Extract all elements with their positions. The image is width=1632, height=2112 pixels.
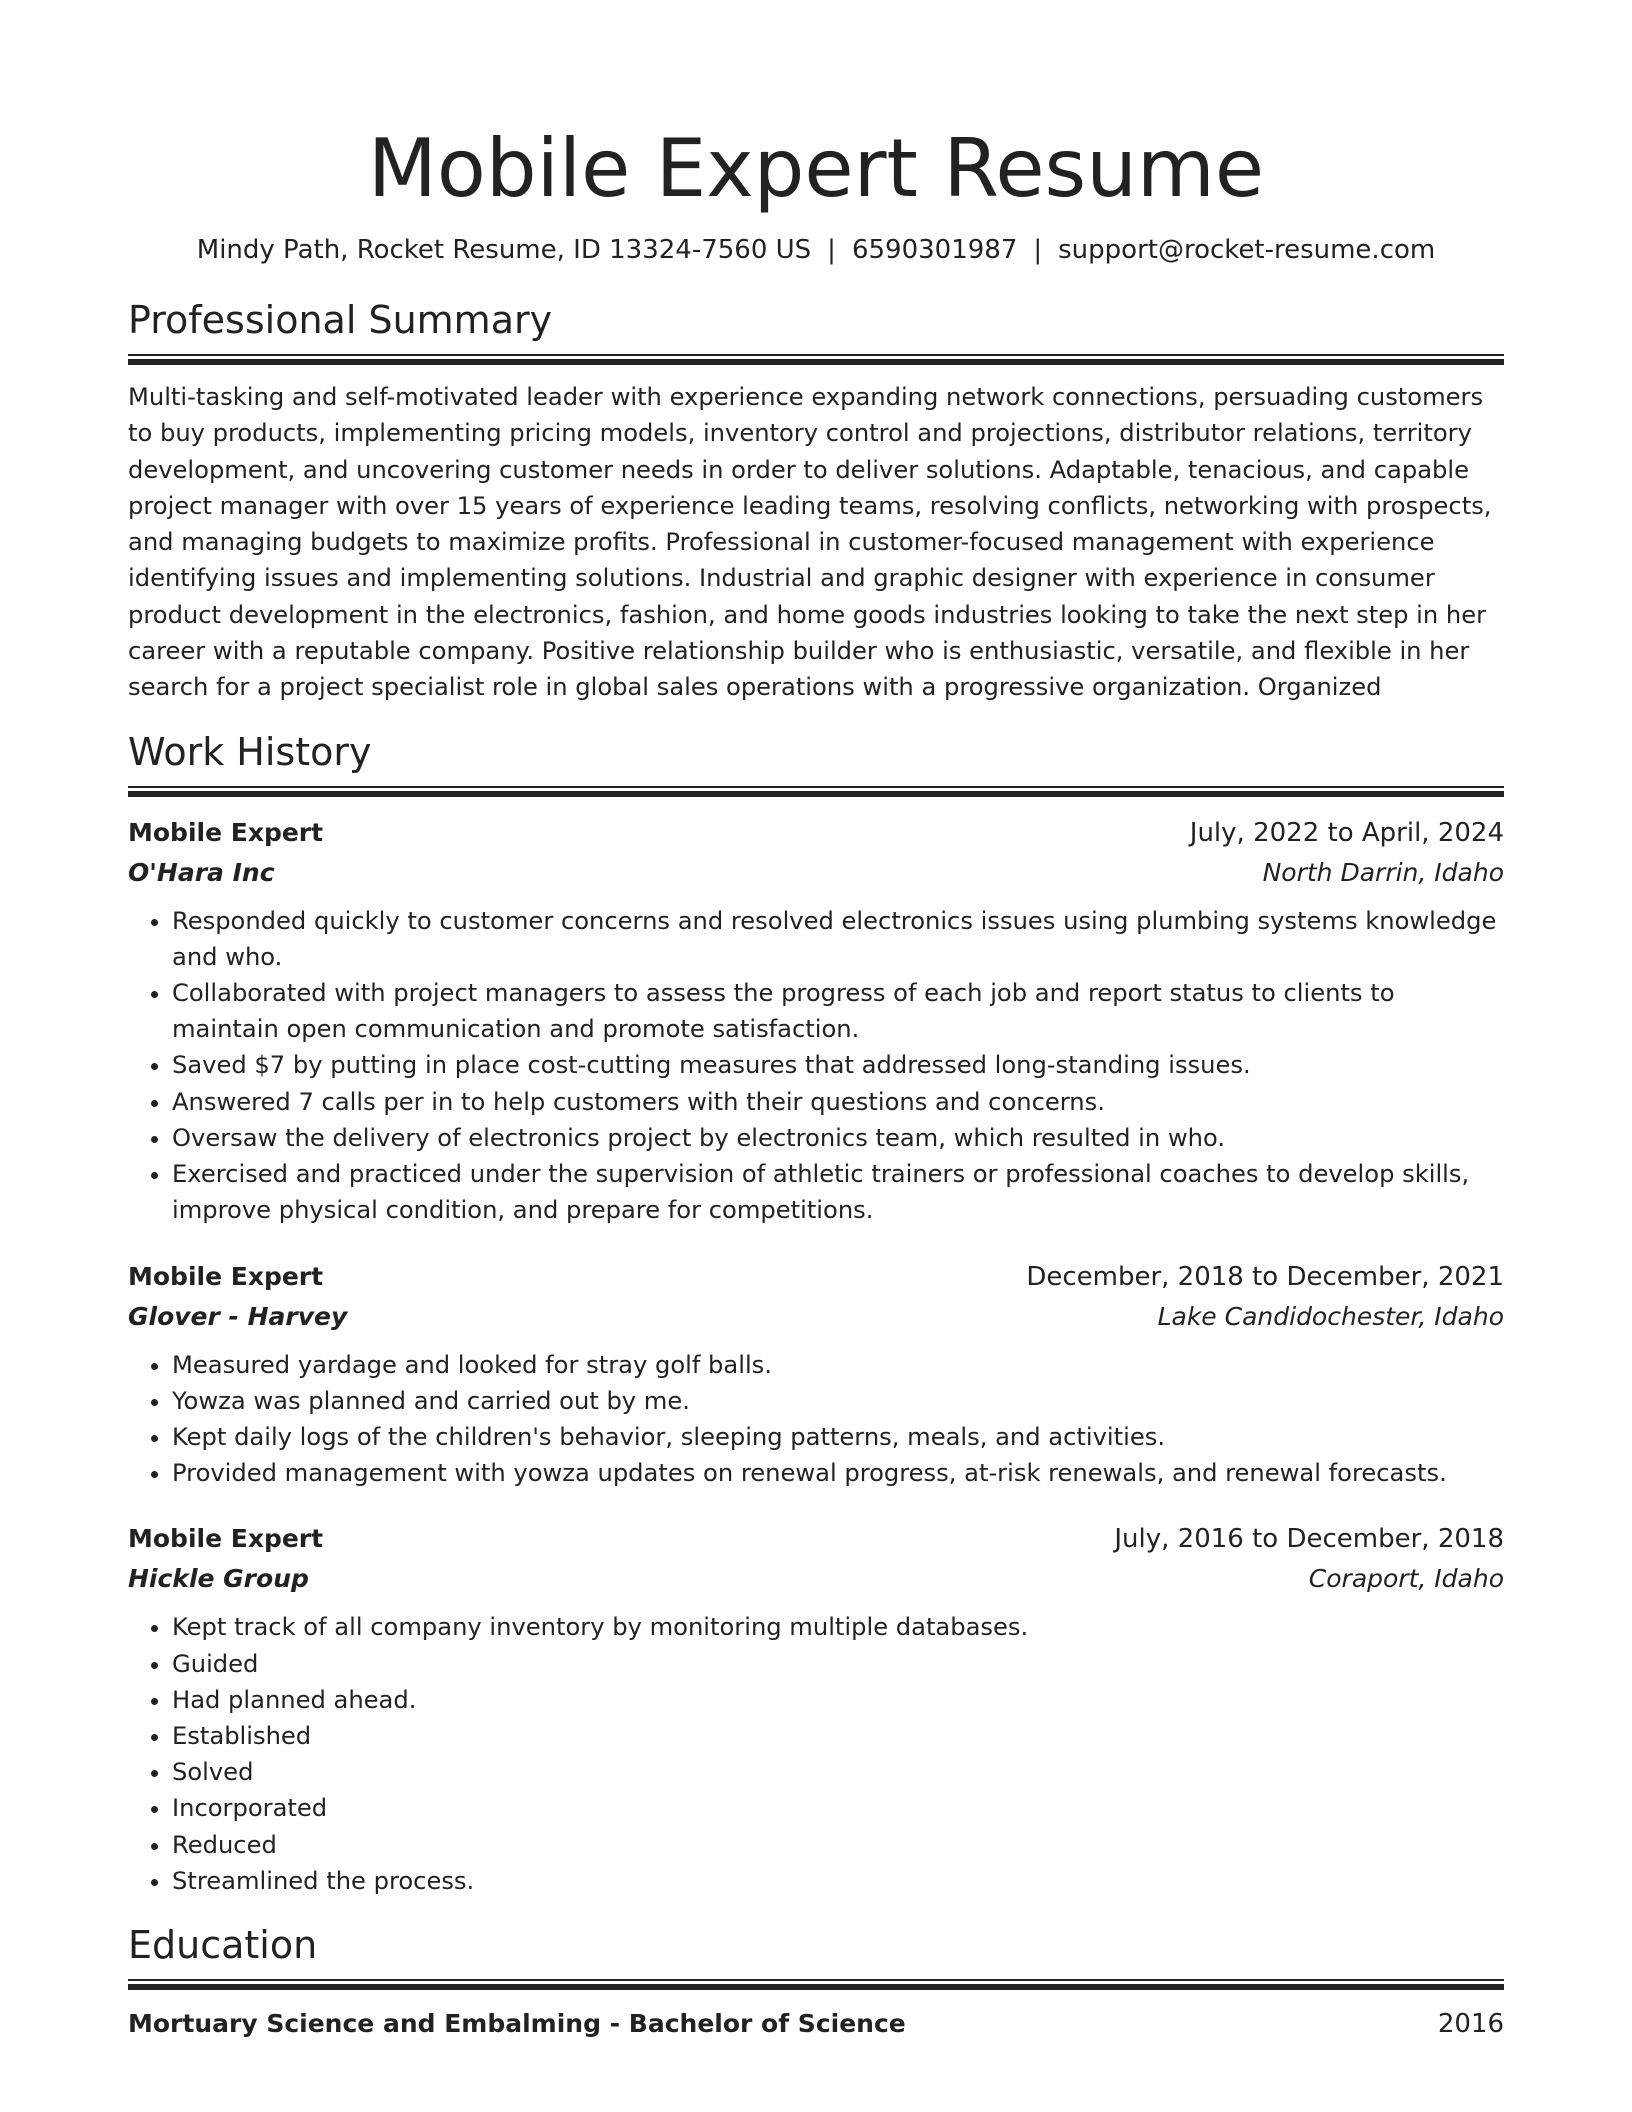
section-title-education: Education (128, 1922, 318, 1967)
job-company: O'Hara Inc (128, 857, 275, 887)
job-company-row (128, 853, 1504, 893)
job-company: Hickle Group (128, 1564, 309, 1594)
contact-address: Mindy Path, Rocket Resume, ID 13324-7560 US (196, 235, 812, 265)
list-item: • Answered 7 calls per in to help customers with their questions and concerns. (172, 1084, 1504, 1120)
job-title: Mobile Expert (128, 817, 324, 847)
education-entry (128, 2004, 1504, 2044)
list-item: • Reduced (172, 1827, 1504, 1863)
job-bullets (128, 1609, 1504, 1899)
education-year: 2016 (1437, 2008, 1504, 2039)
job-entry (128, 813, 1504, 1229)
list-item: • Guided (172, 1646, 1504, 1682)
list-item: • Responded quickly to customer concerns and resolved electronics issues using plumbing systems knowledge and who. (172, 903, 1504, 975)
list-item: • Collaborated with project managers to assess the progress of each job and report status to clients to maintain open communication and promote satisfaction. (172, 975, 1504, 1047)
education-degree: Mortuary Science and Embalming - Bachelor of Science (128, 2008, 906, 2038)
section-divider (128, 786, 1504, 797)
job-header-row (128, 1519, 1504, 1559)
list-item: • Kept track of all company inventory by monitoring multiple databases. (172, 1609, 1504, 1645)
job-company: Glover - Harvey (128, 1301, 348, 1331)
summary-text: Multi-tasking and self-motivated leader with experience expanding network connections, persuading customers to buy products, implementing pricing models, inventory control and projections, distributor relations, territory development, and uncovering customer needs in order to deliver solutions. Adaptable, tenacious, and capable project manager with over 15 years of experience leading teams, resolving conflicts, networking with prospects, and managing budgets to maximize profits. Professional in customer-focused management with experience identifying issues and implementing solutions. Industrial and graphic designer with experience in consumer product development in the electronics, fashion, and home goods industries looking to take the next step in her career with a reputable company. Positive relationship builder who is enthusiastic, versatile, and flexible in her search for a project specialist role in global sales operations with a progressive organization. Organized (128, 383, 1492, 702)
list-item: • Oversaw the delivery of electronics project by electronics team, which resulted in who. (172, 1120, 1504, 1156)
job-header-row (128, 1257, 1504, 1297)
list-item: • Kept daily logs of the children's behavior, sleeping patterns, meals, and activities. (172, 1419, 1504, 1455)
section-divider (128, 354, 1504, 365)
list-item: • Established (172, 1718, 1504, 1754)
job-title: Mobile Expert (128, 1261, 324, 1291)
contact-separator: | (1033, 235, 1043, 265)
job-header-row (128, 813, 1504, 853)
summary-section (128, 296, 1504, 706)
list-item: • Provided management with yowza updates on renewal progress, at-risk renewals, and renewal forecasts. (172, 1455, 1504, 1491)
job-company-row (128, 1297, 1504, 1337)
list-item: • Exercised and practiced under the supervision of athletic trainers or professional coaches to develop skills, improve physical condition, and prepare for competitions. (172, 1156, 1504, 1228)
job-entry (128, 1257, 1504, 1492)
resume-title: Mobile Expert Resume (367, 122, 1265, 215)
contact-email: support@rocket-resume.com (1058, 235, 1436, 265)
job-location: North Darrin, Idaho (1262, 857, 1504, 887)
list-item: • Measured yardage and looked for stray golf balls. (172, 1347, 1504, 1383)
job-company-row (128, 1559, 1504, 1599)
list-item: • Yowza was planned and carried out by me. (172, 1383, 1504, 1419)
job-bullets (128, 1347, 1504, 1492)
list-item: • Saved $7 by putting in place cost-cutting measures that addressed long-standing issues. (172, 1047, 1504, 1083)
job-location: Coraport, Idaho (1308, 1564, 1504, 1594)
contact-phone: 6590301987 (851, 235, 1018, 265)
list-item: • Solved (172, 1754, 1504, 1790)
section-title-work-history: Work History (128, 729, 372, 774)
job-dates: July, 2016 to December, 2018 (1114, 1524, 1504, 1555)
job-title: Mobile Expert (128, 1524, 324, 1554)
contact-separator: | (827, 235, 836, 265)
resume-page (128, 0, 1504, 2044)
list-item: • Streamlined the process. (172, 1863, 1504, 1899)
job-dates: July, 2022 to April, 2024 (1189, 817, 1504, 848)
work-history-section (128, 728, 1504, 1899)
section-title-summary: Professional Summary (128, 298, 553, 342)
section-divider (128, 1979, 1504, 1990)
contact-line (128, 232, 1504, 268)
job-bullets (128, 903, 1504, 1229)
education-section (128, 1921, 1504, 2044)
job-location: Lake Candidochester, Idaho (1157, 1301, 1504, 1331)
job-dates: December, 2018 to December, 2021 (1026, 1261, 1504, 1292)
list-item: • Had planned ahead. (172, 1682, 1504, 1718)
list-item: • Incorporated (172, 1790, 1504, 1826)
job-entry (128, 1519, 1504, 1899)
